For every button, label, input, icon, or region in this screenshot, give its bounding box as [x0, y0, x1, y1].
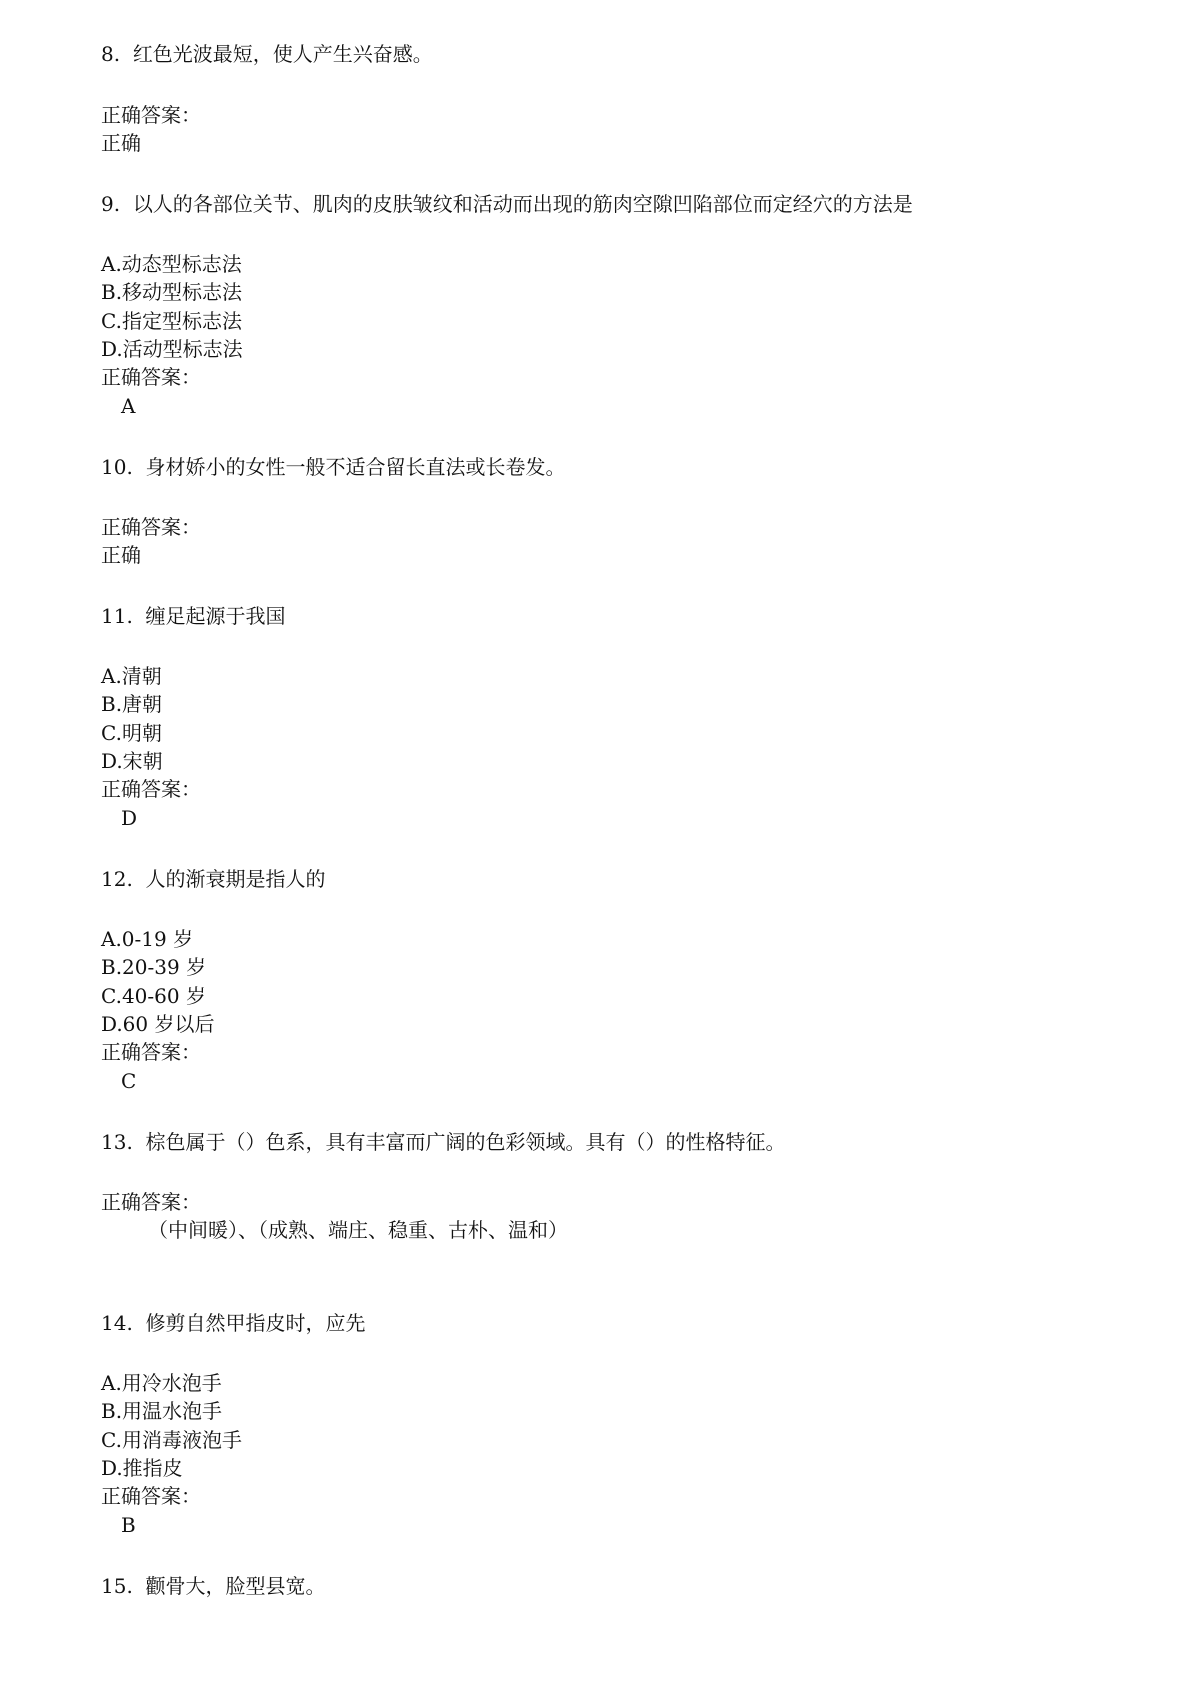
answer-value: 正确	[101, 131, 141, 155]
question-10-stem	[101, 453, 566, 481]
option-b: B.用温水泡手	[101, 1399, 223, 1423]
option-a: A.用冷水泡手	[101, 1371, 222, 1395]
option-c: C.40-60 岁	[101, 984, 206, 1008]
question-text: 棕色属于（）色系，具有丰富而广阔的色彩领域。具有（）的性格特征。	[145, 1130, 786, 1154]
question-12-stem	[101, 865, 326, 893]
option-c: C.指定型标志法	[101, 309, 242, 333]
option-c: C.用消毒液泡手	[101, 1428, 242, 1452]
option-d: D.60 岁以后	[101, 1012, 215, 1036]
question-number: 10.	[101, 455, 133, 479]
question-text: 颧骨大，脸型县宽。	[145, 1574, 326, 1598]
question-15-stem	[101, 1572, 326, 1600]
answer-label: 正确答案：	[101, 777, 201, 801]
question-9-stem	[101, 190, 913, 218]
question-number: 8.	[101, 42, 121, 66]
question-11-stem	[101, 602, 286, 630]
question-number: 11.	[101, 604, 133, 628]
question-text: 身材娇小的女性一般不适合留长直法或长卷发。	[145, 455, 566, 479]
option-a: A.0-19 岁	[101, 927, 194, 951]
option-c: C.明朝	[101, 721, 162, 745]
answer-label: 正确答案：	[101, 515, 201, 539]
question-number: 9.	[101, 192, 121, 216]
option-a: A.清朝	[101, 664, 162, 688]
option-d: D.推指皮	[101, 1456, 183, 1480]
answer-value: C	[121, 1069, 137, 1093]
answer-value: 正确	[101, 543, 141, 567]
question-8-stem	[101, 40, 433, 68]
option-d: D.宋朝	[101, 749, 163, 773]
question-number: 13.	[101, 1130, 133, 1154]
answer-label: 正确答案：	[101, 1484, 201, 1508]
option-d: D.活动型标志法	[101, 337, 243, 361]
question-number: 15.	[101, 1574, 133, 1598]
question-text: 缠足起源于我国	[145, 604, 286, 628]
answer-value: D	[121, 806, 138, 830]
answer-label: 正确答案：	[101, 365, 201, 389]
question-number: 12.	[101, 867, 133, 891]
option-b: B.20-39 岁	[101, 955, 207, 979]
option-b: B.移动型标志法	[101, 280, 243, 304]
option-a: A.动态型标志法	[101, 252, 242, 276]
answer-label: 正确答案：	[101, 1190, 201, 1214]
question-number: 14.	[101, 1311, 133, 1335]
question-14-stem	[101, 1309, 366, 1337]
question-13-stem	[101, 1128, 786, 1156]
question-text: 以人的各部位关节、肌肉的皮肤皱纹和活动而出现的筋肉空隙凹陷部位而定经穴的方法是	[132, 192, 913, 216]
answer-label: 正确答案：	[101, 103, 201, 127]
answer-value: （中间暖）、（成熟、端庄、稳重、古朴、温和）	[148, 1218, 568, 1242]
answer-label: 正确答案：	[101, 1040, 201, 1064]
answer-value: A	[121, 394, 136, 418]
answer-value: B	[121, 1513, 136, 1537]
question-text: 人的渐衰期是指人的	[145, 867, 326, 891]
option-b: B.唐朝	[101, 692, 163, 716]
question-text: 红色光波最短，使人产生兴奋感。	[132, 42, 433, 66]
question-text: 修剪自然甲指皮时，应先	[145, 1311, 366, 1335]
